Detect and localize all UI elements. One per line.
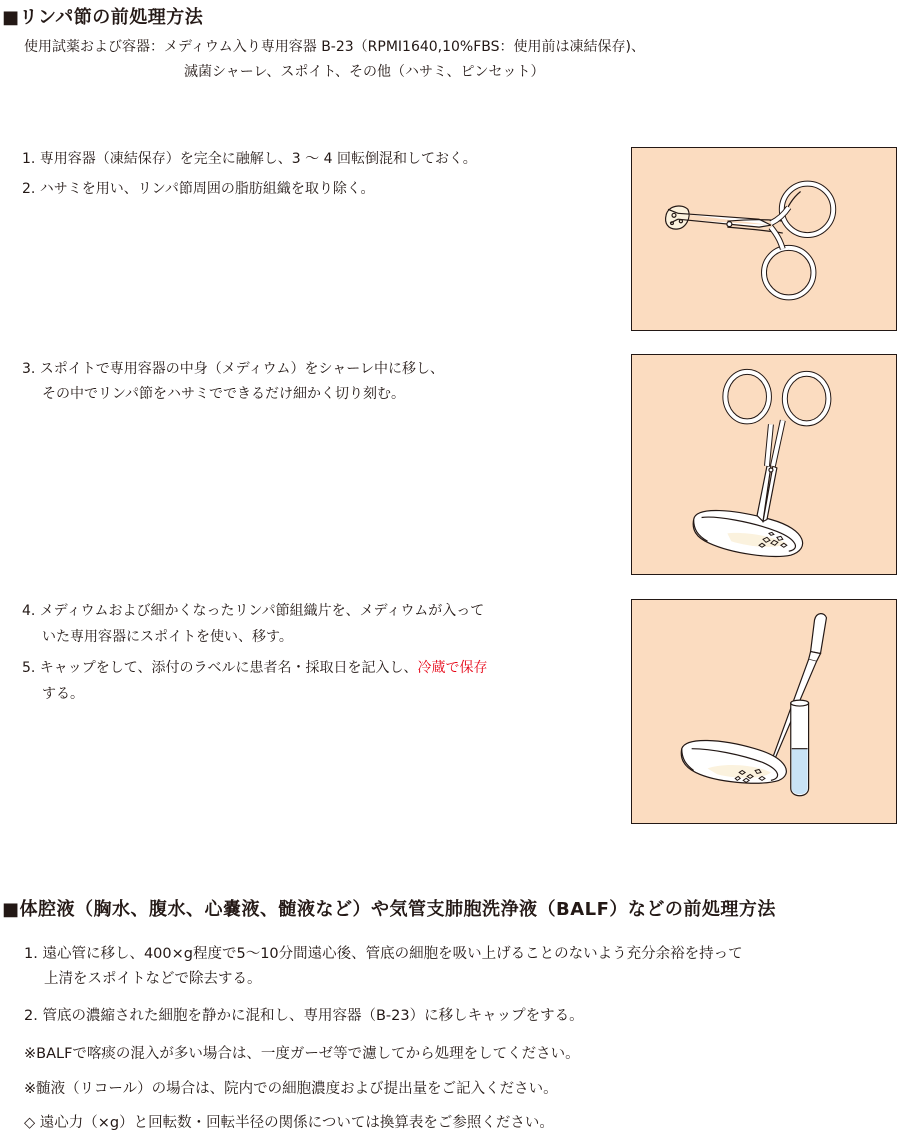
step-5-line-1: 5. キャップをして、添付のラベルに患者名・採取日を記入し、冷蔵で保存 [22,660,488,676]
note-balf: ※BALFで喀痰の混入が多い場合は、一度ガーゼ等で濾してから処理をしてください。 [24,1046,580,1062]
note-csf: ※髄液（リコール）の場合は、院内での細胞濃度および提出量をご記入ください。 [24,1081,558,1097]
illustration-panel-1 [631,147,897,331]
section1-title: ■リンパ節の前処理方法 [2,7,204,28]
step-4-line-1: 4. メディウムおよび細かくなったリンパ節組織片を、メディウムが入って [22,603,485,619]
refrigerate-highlight: 冷蔵で保存 [417,660,488,676]
materials-line-1: 使用試薬および容器：メディウム入り専用容器 B-23（RPMI1640,10%FBS：使用前は凍結保存)、 [24,39,645,55]
pipette-dish-tube-icon [632,600,896,823]
note-conversion: ◇ 遠心力（×g）と回転数・回転半径の関係については換算表をご参照ください。 [24,1115,554,1131]
s2-step-1-line-2: 上清をスポイトなどで除去する。 [44,971,262,987]
section2-title: ■体腔液（胸水、腹水、心嚢液、髄液など）や気管支肺胞洗浄液（BALF）などの前処理方法 [2,899,776,920]
step-5-line-2: する。 [42,686,84,702]
scissors-mincing-in-dish-icon [632,355,896,574]
materials-line-2: 滅菌シャーレ、スポイト、その他（ハサミ、ピンセット） [184,64,545,80]
step-3-line-2: その中でリンパ節をハサミでできるだけ細かく切り刻む。 [42,386,406,402]
step-2: 2. ハサミを用い、リンパ節周囲の脂肪組織を取り除く。 [22,181,375,197]
s2-step-1-line-1: 1. 遠心管に移し、400×g程度で5～10分間遠心後、管底の細胞を吸い上げることのないよう充分余裕を持って [24,946,743,962]
step-4-line-2: いた専用容器にスポイトを使い、移す。 [42,629,293,645]
s2-step-2: 2. 管底の濃縮された細胞を静かに混和し、専用容器（B-23）に移しキャップをする。 [24,1008,584,1024]
step-1: 1. 専用容器（凍結保存）を完全に融解し、3 ～ 4 回転倒混和しておく。 [22,151,477,167]
step-3-line-1: 3. スポイトで専用容器の中身（メディウム）をシャーレ中に移し、 [22,361,444,377]
illustration-panel-3 [631,599,897,824]
illustration-panel-2 [631,354,897,575]
scissors-trimming-node-icon [632,148,896,330]
